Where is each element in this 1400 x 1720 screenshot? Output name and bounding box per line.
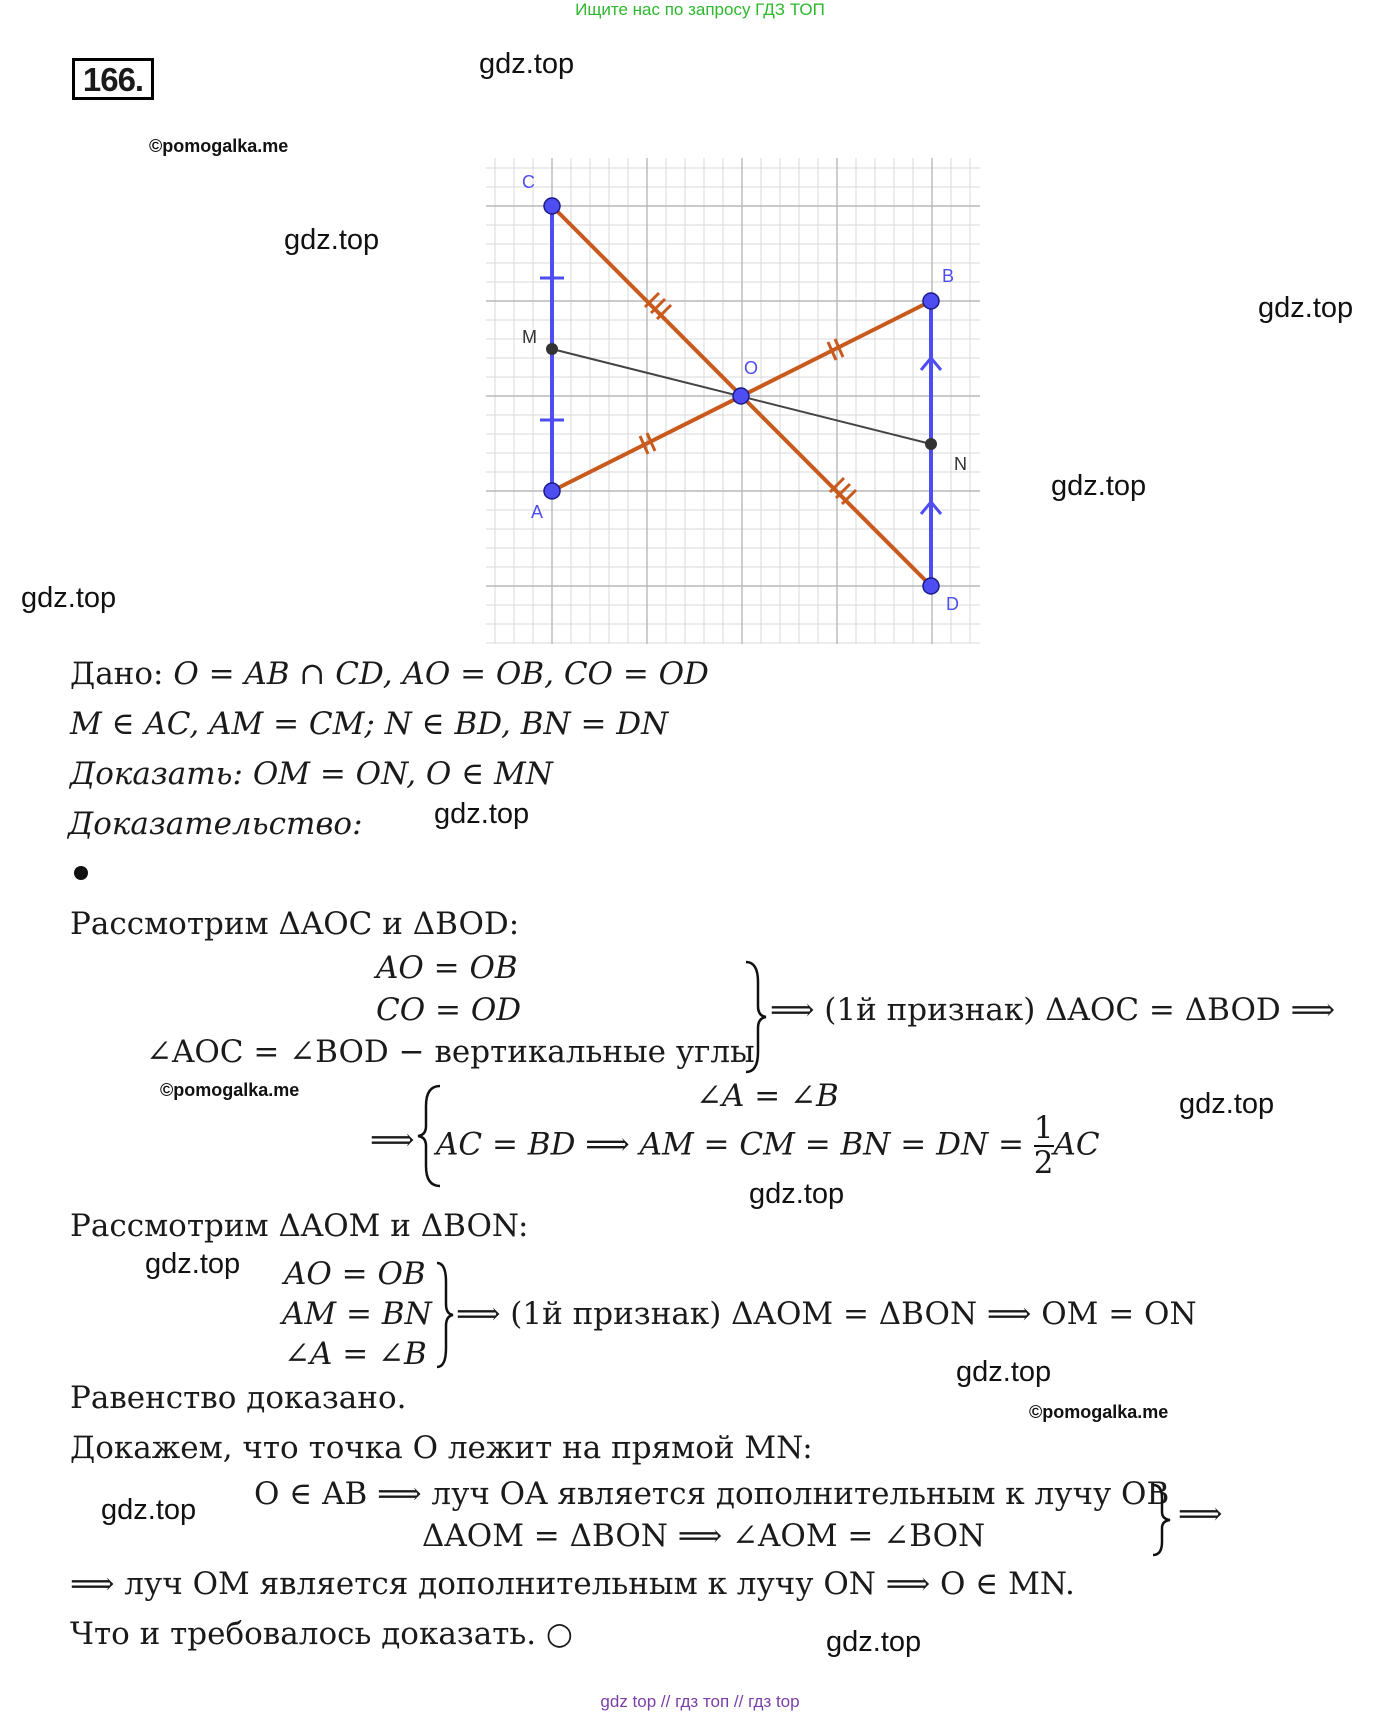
label-n: N (954, 454, 967, 474)
step2-eq: AC = BD ⟹ AM = CM = BN = DN = (436, 1126, 1024, 1163)
watermark: gdz.top (479, 48, 575, 80)
step3-cond1: AO = OB (284, 1256, 426, 1292)
step3-intro: Рассмотрим ΔAOM и ΔBON: (70, 1208, 529, 1244)
fraction-half (1034, 1112, 1054, 1180)
prove-label: Доказать (70, 756, 233, 792)
prove-line (70, 756, 553, 792)
label-o: O (744, 358, 759, 378)
point-b (923, 293, 939, 309)
footer: gdz top // гдз топ // гдз top (600, 1692, 800, 1711)
point-n (925, 438, 937, 450)
step2-arrow: ⟹ (370, 1122, 415, 1158)
point-m (546, 343, 558, 355)
step2-tail: AC (1053, 1126, 1100, 1163)
right-brace (434, 1260, 456, 1372)
watermark: gdz.top (145, 1248, 241, 1280)
watermark: gdz.top (749, 1178, 845, 1210)
step1-cond2: CO = OD (376, 992, 522, 1028)
watermark: gdz.top (1179, 1088, 1275, 1120)
label-d: D (946, 594, 959, 614)
bullet (74, 866, 88, 880)
point-a (544, 483, 560, 499)
right-brace (1150, 1482, 1174, 1558)
fraction-denominator: 2 (1033, 1145, 1054, 1181)
step3-cond3: ∠A = ∠B (284, 1336, 427, 1372)
top-banner: Ищите нас по запросу ГДЗ ТОП (575, 0, 825, 19)
watermark: gdz.top (21, 582, 117, 614)
step4-line1: O ∈ AB ⟹ луч OA является дополнительным к лучу OB (254, 1476, 1170, 1512)
copyright: ©pomogalka.me (1029, 1402, 1169, 1422)
label-a: A (531, 502, 544, 522)
equality-proven: Равенство доказано. (70, 1380, 407, 1416)
step3-conclusion: ⟹ (1й признак) ΔAOM = ΔBON ⟹ OM = ON (456, 1296, 1197, 1332)
step3-cond2: AM = BN (282, 1296, 432, 1332)
point-o (733, 388, 749, 404)
geometry-figure (486, 158, 980, 644)
watermark: gdz.top (826, 1626, 922, 1658)
qed: Что и требовалось доказать. ○ (70, 1616, 573, 1652)
label-b: B (942, 266, 955, 286)
copyright: ©pomogalka.me (149, 136, 289, 156)
copyright: ©pomogalka.me (160, 1080, 300, 1100)
watermark: gdz.top (284, 224, 380, 256)
step4-intro: Докажем, что точка O лежит на прямой MN: (70, 1430, 813, 1466)
proof-label: Доказательство: (68, 806, 363, 842)
fraction-numerator: 1 (1033, 1110, 1054, 1146)
label-m: M (522, 327, 537, 347)
step4-arrow: ⟹ (1178, 1496, 1223, 1532)
watermark: gdz.top (1258, 292, 1354, 324)
given-line-1 (70, 656, 709, 692)
right-brace (742, 958, 768, 1076)
label-c: C (522, 172, 535, 192)
point-c (544, 198, 560, 214)
watermark: gdz.top (434, 798, 530, 830)
watermark: gdz.top (956, 1356, 1052, 1388)
final-line: ⟹ луч OM является дополнительным к лучу ON ⟹ O ∈ MN. (70, 1566, 1075, 1602)
given-text: O = AB ∩ CD, AO = OB, CO = OD (173, 656, 709, 692)
step1-cond1: AO = OB (376, 950, 518, 986)
given-label: Дано: (70, 656, 174, 692)
step2-line2 (436, 1112, 1100, 1180)
point-d (923, 578, 939, 594)
given-line-2: M ∈ AC, AM = CM; N ∈ BD, BN = DN (70, 706, 669, 742)
step1-cond3: ∠AOC = ∠BOD − вертикальные углы (146, 1034, 755, 1070)
prove-text: : OM = ON, O ∈ MN (232, 756, 553, 792)
step4-line2: ΔAOM = ΔBON ⟹ ∠AOM = ∠BON (422, 1518, 986, 1554)
watermark: gdz.top (1051, 470, 1147, 502)
step2-line1: ∠A = ∠B (696, 1078, 839, 1114)
problem-number: 166. (72, 58, 154, 100)
step1-conclusion: ⟹ (1й признак) ΔAOC = ΔBOD ⟹ (770, 992, 1336, 1028)
watermark: gdz.top (101, 1494, 197, 1526)
step1-intro: Рассмотрим ΔAOC и ΔBOD: (70, 906, 520, 942)
